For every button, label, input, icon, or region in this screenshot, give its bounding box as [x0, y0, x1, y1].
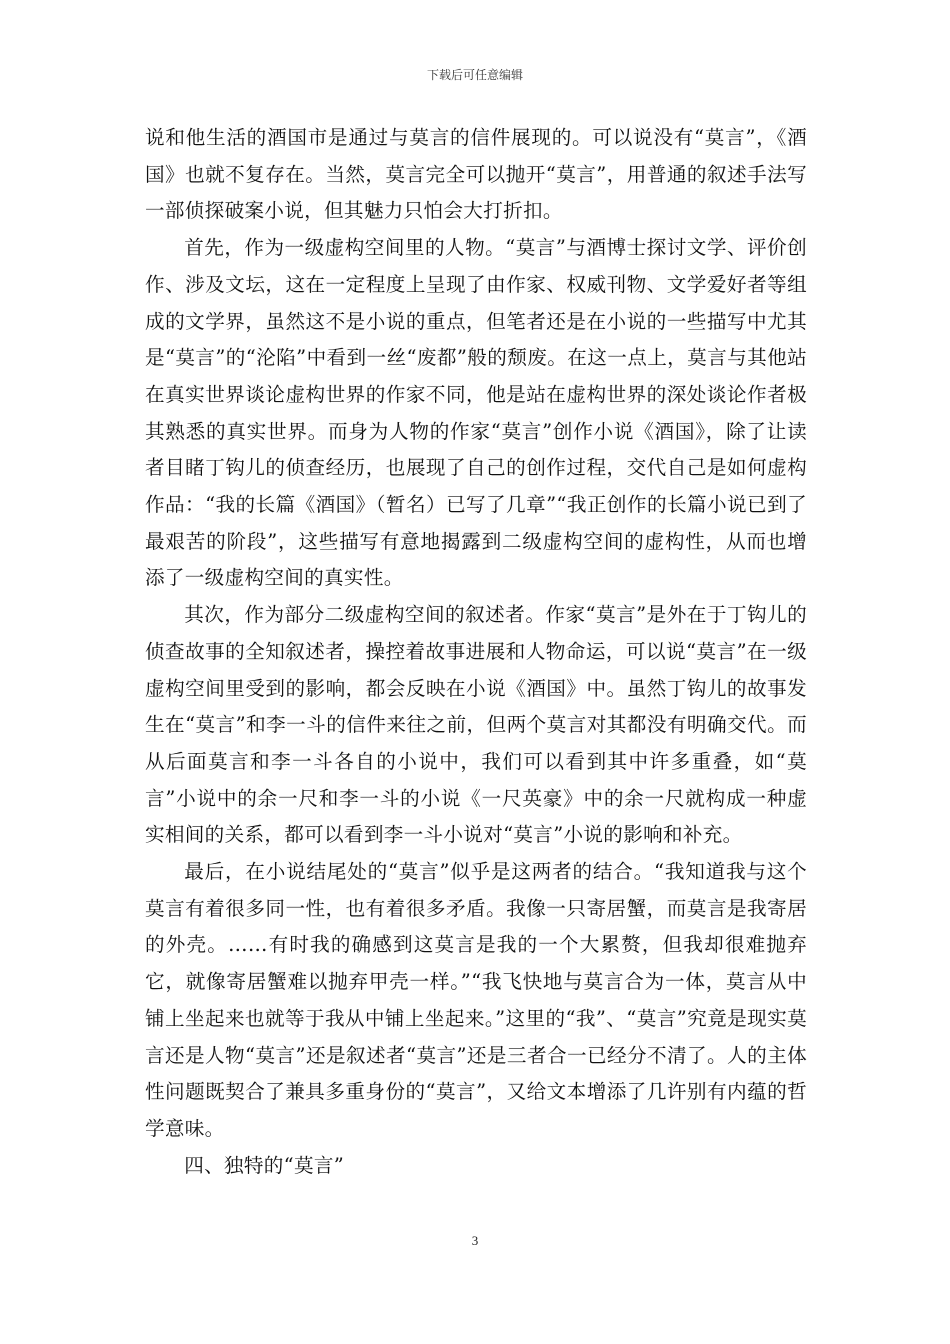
page-number: 3 — [471, 1233, 479, 1248]
page-header: 下载后可任意编辑 — [426, 68, 523, 82]
paragraph-second-point: 其次，作为部分二级虚构空间的叙述者。作家“莫言”是外在于丁钩儿的侦查故事的全知叙述者，操控着故事进展和人物命运，可以说“莫言”在一级虚构空间里受到的影响，都会反映在小说《酒国》中。虽然丁钩儿的故事发生在“莫言”和李一斗的信件来往之前，但两个莫言对其都没有明确交代。而从后面莫言和李一斗各自的小说中，我们可以看到其中许多重叠，如“莫言”小说中的余一尺和李一斗的小说《一尺英豪》中的余一尺就构成一种虚实相间的关系，都可以看到李一斗小说对“莫言”小说的影响和补充。 — [145, 603, 807, 847]
section-heading: 四、独特的“莫言” — [184, 1153, 345, 1177]
paragraph-final-point: 最后，在小说结尾处的“莫言”似乎是这两者的结合。“我知道我与这个莫言有着很多同一性，也有着很多矛盾。我像一只寄居蟹，而莫言是我寄居的外壳。……有时我的确感到这莫言是我的一个大累赘，但我却很难抛弃它，就像寄居蟹难以抛弃甲壳一样。”“我飞快地与莫言合为一体，莫言从中铺上坐起来也就等于我从中铺上坐起来。”这里的“我”、“莫言”究竟是现实莫言还是人物“莫言”还是叙述者“莫言”还是三者合一已经分不清了。人的主体性问题既契合了兼具多重身份的“莫言”，又给文本增添了几许别有内蕴的哲学意味。 — [145, 860, 807, 1140]
document-body — [145, 120, 807, 1184]
paragraph-continuation: 说和他生活的酒国市是通过与莫言的信件展现的。可以说没有“莫言”，《酒国》也就不复存在。当然，莫言完全可以抛开“莫言”，用普通的叙述手法写一部侦探破案小说，但其魅力只怕会大打折扣。 — [145, 126, 807, 223]
paragraph-first-point: 首先，作为一级虚构空间里的人物。“莫言”与酒博士探讨文学、评价创作、涉及文坛，这在一定程度上呈现了由作家、权威刊物、文学爱好者等组成的文学界，虽然这不是小说的重点，但笔者还是在小说的一些描写中尤其是“莫言”的“沦陷”中看到一丝“废都”般的颓废。在这一点上，莫言与其他站在真实世界谈论虚构世界的作家不同，他是站在虚构世界的深处谈论作者极其熟悉的真实世界。而身为人物的作家“莫言”创作小说《酒国》，除了让读者目睹丁钩儿的侦查经历，也展现了自己的创作过程，交代自己是如何虚构作品：“我的长篇《酒国》（暂名）已写了几章”“我正创作的长篇小说已到了最艰苦的阶段”，这些描写有意地揭露到二级虚构空间的虚构性，从而也增添了一级虚构空间的真实性。 — [145, 236, 807, 590]
